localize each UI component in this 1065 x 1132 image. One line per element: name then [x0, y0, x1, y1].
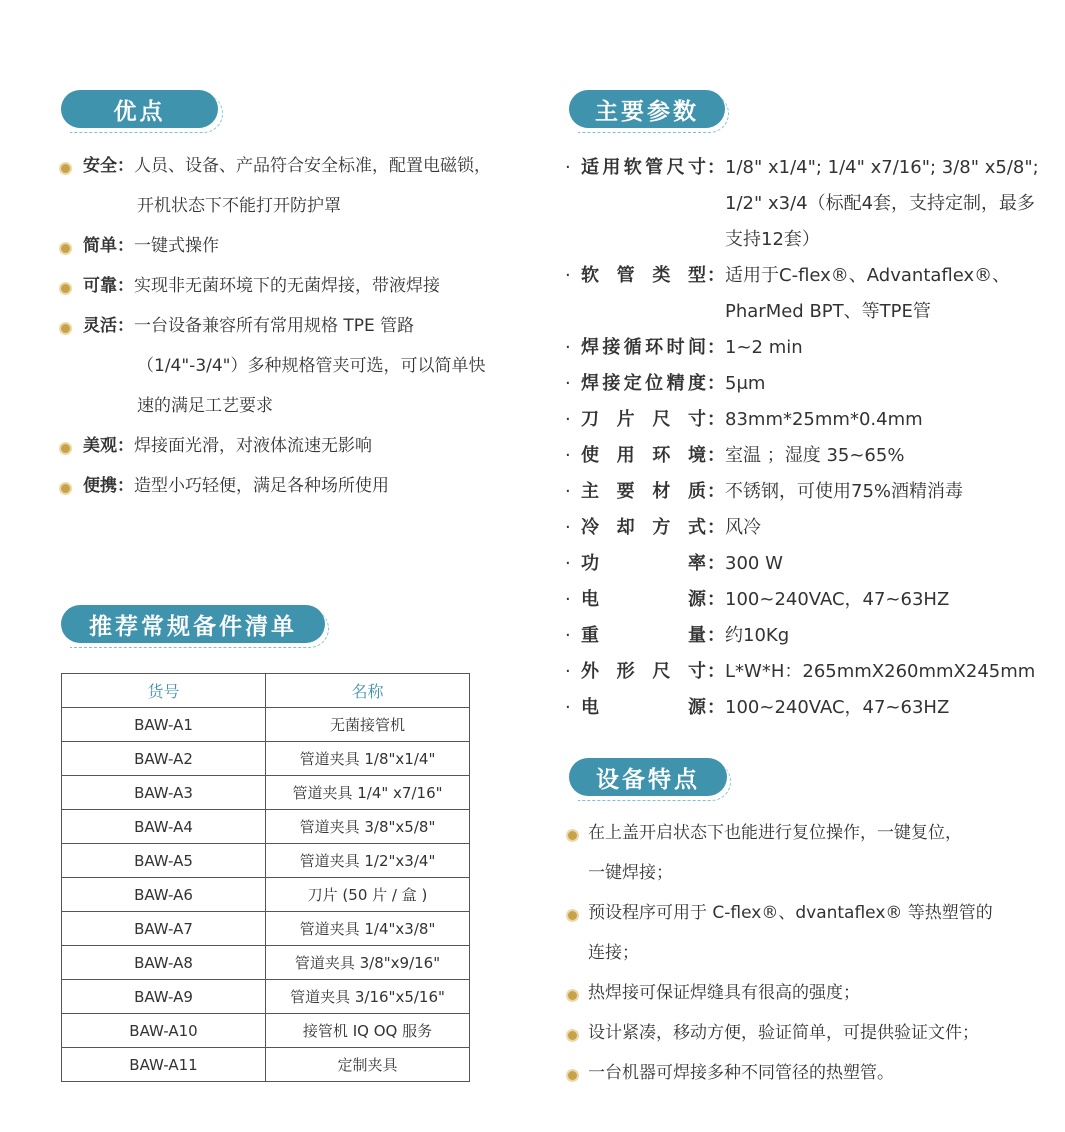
param-dot: ·: [565, 661, 571, 682]
param-row: [565, 618, 1045, 654]
param-dot: ·: [565, 409, 571, 430]
advantage-key: 可靠：: [83, 276, 134, 296]
param-row: [565, 186, 1045, 222]
advantage-item: [59, 266, 519, 306]
parts-table-header: [62, 674, 470, 708]
bullet-icon: [566, 1069, 579, 1082]
feature-item: [566, 813, 1036, 893]
param-colon: ：: [707, 265, 725, 286]
parts-title: 推荐常规备件清单: [61, 605, 325, 643]
item-name-cell: 刀片 (50 片 / 盒 ): [266, 878, 470, 912]
item-no-cell: BAW-A4: [62, 810, 266, 844]
param-value: 100~240VAC，47~63HZ: [725, 589, 950, 610]
advantage-key: 安全：: [83, 156, 134, 176]
param-colon: ：: [707, 337, 725, 358]
advantage-key: 简单：: [83, 236, 134, 256]
bullet-icon: [59, 482, 72, 495]
item-name-cell: 管道夹具 1/8"x1/4": [266, 742, 470, 776]
param-dot: ·: [565, 157, 571, 178]
feature-text: 热焊接可保证焊缝具有很高的强度；: [588, 983, 860, 1003]
param-label: [581, 222, 707, 258]
item-name-cell: 管道夹具 1/2"x3/4": [266, 844, 470, 878]
table-row: [62, 1014, 470, 1048]
param-colon: ：: [707, 157, 725, 178]
param-row: [565, 474, 1045, 510]
feature-text: 在上盖开启状态下也能进行复位操作，一键复位，: [588, 823, 962, 843]
param-label: 电 源: [581, 589, 707, 610]
advantage-text: 焊接面光滑，对液体流速无影响: [134, 436, 372, 456]
param-value: 风冷: [725, 517, 761, 538]
param-row: [565, 330, 1045, 366]
param-row: [565, 690, 1045, 726]
table-row: [62, 844, 470, 878]
item-no-cell: BAW-A8: [62, 946, 266, 980]
param-colon: ：: [707, 409, 725, 430]
param-colon: ：: [707, 481, 725, 502]
feature-item: [566, 1053, 1036, 1093]
param-colon: [707, 222, 725, 258]
param-dot: ·: [565, 589, 571, 610]
advantage-key: 灵活：: [83, 316, 134, 336]
item-name-cell: 管道夹具 1/4" x7/16": [266, 776, 470, 810]
feature-text: 连接；: [588, 943, 639, 963]
advantage-text: 一键式操作: [134, 236, 219, 256]
advantage-text: 人员、设备、产品符合安全标准，配置电磁锁，: [134, 156, 491, 176]
param-label: 电 源: [581, 697, 707, 718]
param-colon: ：: [707, 697, 725, 718]
param-value: 5μm: [725, 373, 766, 394]
param-label: 重 量: [581, 625, 707, 646]
header-name: 名称: [266, 674, 470, 708]
table-row: [62, 742, 470, 776]
param-row: [565, 582, 1045, 618]
param-colon: ：: [707, 553, 725, 574]
bullet-icon: [566, 829, 579, 842]
param-label: 适 用 软 管 尺 寸: [581, 157, 707, 178]
item-no-cell: BAW-A10: [62, 1014, 266, 1048]
param-colon: ：: [707, 625, 725, 646]
param-row: [565, 150, 1045, 186]
param-colon: ：: [707, 661, 725, 682]
item-name-cell: 管道夹具 3/8"x9/16": [266, 946, 470, 980]
param-row: [565, 366, 1045, 402]
item-name-cell: 接管机 IQ OQ 服务: [266, 1014, 470, 1048]
param-colon: ：: [707, 373, 725, 394]
item-no-cell: BAW-A2: [62, 742, 266, 776]
bullet-icon: [59, 282, 72, 295]
param-value: 300 W: [725, 553, 783, 574]
feature-text: 一台机器可焊接多种不同管径的热塑管。: [588, 1063, 894, 1083]
item-name-cell: 管道夹具 1/4"x3/8": [266, 912, 470, 946]
item-name-cell: 无菌接管机: [266, 708, 470, 742]
advantage-item: [59, 306, 519, 426]
item-name-cell: 管道夹具 3/8"x5/8": [266, 810, 470, 844]
param-value: 100~240VAC，47~63HZ: [725, 697, 950, 718]
feature-item: [566, 1013, 1036, 1053]
header-item-no: 货号: [62, 674, 266, 708]
param-row: [565, 258, 1045, 294]
feature-text: 预设程序可用于 C-flex®、dvantaflex® 等热塑管的: [588, 903, 993, 923]
param-value: 83mm*25mm*0.4mm: [725, 409, 923, 430]
bullet-icon: [59, 442, 72, 455]
param-dot: ·: [565, 553, 571, 574]
param-label: 使 用 环 境: [581, 445, 707, 466]
param-label: 功 率: [581, 553, 707, 574]
param-dot: ·: [565, 445, 571, 466]
param-dot: ·: [565, 517, 571, 538]
param-value: 适用于C-flex®、Advantaflex®、: [725, 265, 1011, 286]
param-label: 外 形 尺 寸: [581, 661, 707, 682]
advantage-text: 速的满足工艺要求: [137, 396, 273, 416]
param-dot: [565, 222, 581, 258]
param-dot: [565, 186, 581, 222]
param-colon: [707, 294, 725, 330]
table-row: [62, 810, 470, 844]
param-colon: ：: [707, 589, 725, 610]
advantages-title: 优点: [61, 90, 218, 128]
item-name-cell: 定制夹具: [266, 1048, 470, 1082]
advantage-key: 美观：: [83, 436, 134, 456]
item-no-cell: BAW-A5: [62, 844, 266, 878]
item-no-cell: BAW-A6: [62, 878, 266, 912]
bullet-icon: [566, 909, 579, 922]
table-row: [62, 878, 470, 912]
param-colon: ：: [707, 517, 725, 538]
table-row: [62, 980, 470, 1014]
param-row: [565, 510, 1045, 546]
param-value: 支持12套）: [725, 229, 820, 250]
param-value: PharMed BPT、等TPE管: [725, 301, 931, 322]
param-row: [565, 438, 1045, 474]
param-row: [565, 402, 1045, 438]
feature-text: 一键焊接；: [588, 863, 673, 883]
params-title: 主要参数: [569, 90, 725, 128]
advantage-item: [59, 146, 519, 226]
param-value: L*W*H：265mmX260mmX245mm: [725, 661, 1036, 682]
param-value: 室温 ；湿度 35~65%: [725, 445, 905, 466]
param-value: 不锈钢，可使用75%酒精消毒: [725, 481, 964, 502]
param-dot: ·: [565, 481, 571, 502]
bullet-icon: [59, 242, 72, 255]
features-title: 设备特点: [569, 758, 727, 796]
param-dot: [565, 294, 581, 330]
advantage-item: [59, 466, 519, 506]
advantage-item: [59, 226, 519, 266]
item-no-cell: BAW-A1: [62, 708, 266, 742]
table-row: [62, 912, 470, 946]
param-label: 焊 接 循 环 时 间: [581, 337, 707, 358]
item-no-cell: BAW-A11: [62, 1048, 266, 1082]
item-no-cell: BAW-A9: [62, 980, 266, 1014]
param-dot: ·: [565, 337, 571, 358]
table-row: [62, 946, 470, 980]
table-row: [62, 708, 470, 742]
table-row: [62, 776, 470, 810]
table-row: [62, 1048, 470, 1082]
feature-item: [566, 893, 1036, 973]
item-no-cell: BAW-A7: [62, 912, 266, 946]
param-value: 1/2" x3/4（标配4套，支持定制，最多: [725, 193, 1036, 214]
param-label: [581, 294, 707, 330]
advantage-key: 便携：: [83, 476, 134, 496]
advantage-text: 一台设备兼容所有常用规格 TPE 管路: [134, 316, 415, 336]
param-dot: ·: [565, 625, 571, 646]
param-row: [565, 222, 1045, 258]
param-dot: ·: [565, 697, 571, 718]
param-row: [565, 654, 1045, 690]
param-dot: ·: [565, 265, 571, 286]
param-colon: [707, 186, 725, 222]
bullet-icon: [59, 162, 72, 175]
bullet-icon: [59, 322, 72, 335]
advantage-text: 实现非无菌环境下的无菌焊接，带液焊接: [134, 276, 440, 296]
advantage-text: （1/4"-3/4"）多种规格管夹可选，可以简单快: [137, 356, 486, 376]
param-label: 刀 片 尺 寸: [581, 409, 707, 430]
bullet-icon: [566, 989, 579, 1002]
feature-text: 设计紧凑，移动方便，验证简单，可提供验证文件；: [588, 1023, 979, 1043]
param-dot: ·: [565, 373, 571, 394]
item-name-cell: 管道夹具 3/16"x5/16": [266, 980, 470, 1014]
param-value: 1~2 min: [725, 337, 803, 358]
param-label: 主 要 材 质: [581, 481, 707, 502]
advantage-text: 造型小巧轻便，满足各种场所使用: [134, 476, 389, 496]
features-list: [566, 813, 1036, 1093]
param-label: 焊 接 定 位 精 度: [581, 373, 707, 394]
param-value: 1/8" x1/4"; 1/4" x7/16"; 3/8" x5/8";: [725, 157, 1039, 178]
param-row: [565, 294, 1045, 330]
advantages-list: [59, 146, 519, 506]
advantage-item: [59, 426, 519, 466]
param-label: 冷 却 方 式: [581, 517, 707, 538]
param-label: 软 管 类 型: [581, 265, 707, 286]
params-list: [565, 150, 1045, 726]
param-label: [581, 186, 707, 222]
parts-table: [61, 673, 470, 1082]
item-no-cell: BAW-A3: [62, 776, 266, 810]
param-value: 约10Kg: [725, 625, 790, 646]
param-colon: ：: [707, 445, 725, 466]
bullet-icon: [566, 1029, 579, 1042]
advantage-text: 开机状态下不能打开防护罩: [137, 196, 341, 216]
feature-item: [566, 973, 1036, 1013]
param-row: [565, 546, 1045, 582]
